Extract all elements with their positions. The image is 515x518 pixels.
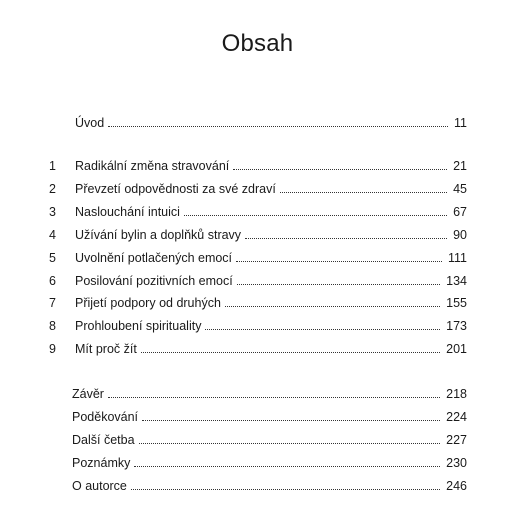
chapter-number: 6 [49, 274, 56, 288]
toc-entry-page: 155 [446, 296, 467, 310]
chapter-number: 9 [49, 342, 56, 356]
toc-entry-back-2 [72, 407, 467, 425]
dot-leader [142, 419, 440, 421]
toc-entry-back-4 [72, 453, 467, 471]
toc-entry-chapter-8 [49, 316, 467, 334]
page-title: Obsah [221, 30, 294, 57]
chapter-number: 1 [49, 159, 56, 173]
dot-leader [134, 465, 440, 467]
toc-entry-intro [75, 113, 467, 131]
toc-entry-label: Závěr [72, 387, 104, 401]
dot-leader [245, 237, 447, 239]
toc-entry-page: 111 [447, 251, 467, 265]
toc-entry-page: 246 [446, 479, 467, 493]
chapter-number: 3 [49, 205, 56, 219]
toc-entry-page: 67 [453, 205, 467, 219]
dot-leader [131, 488, 440, 490]
dot-leader [236, 260, 442, 262]
dot-leader [280, 191, 447, 193]
chapter-number: 5 [49, 251, 56, 265]
toc-entry-back-5 [72, 476, 467, 494]
chapter-number: 7 [49, 296, 56, 310]
dot-leader [108, 125, 448, 127]
toc-entry-label: Mít proč žít [75, 342, 137, 356]
chapter-number: 4 [49, 228, 56, 242]
toc-entry-chapter-1 [49, 156, 467, 174]
toc-entry-label: Další četba [72, 433, 135, 447]
chapter-number: 2 [49, 182, 56, 196]
toc-entry-chapter-4 [49, 225, 467, 243]
toc-entry-label: Prohloubení spirituality [75, 319, 202, 333]
toc-entry-page: 227 [446, 433, 467, 447]
dot-leader [141, 351, 440, 353]
toc-entry-label: Přijetí podpory od druhých [75, 296, 221, 310]
toc-entry-back-3 [72, 430, 467, 448]
toc-entry-label: Radikální změna stravování [75, 159, 230, 173]
toc-entry-chapter-6 [49, 271, 467, 289]
dot-leader [205, 328, 440, 330]
chapter-number: 8 [49, 319, 56, 333]
toc-entry-page: 134 [446, 274, 467, 288]
toc-entry-chapter-9 [49, 339, 467, 357]
toc-entry-label: Poděkování [72, 410, 139, 424]
toc-entry-page: 201 [446, 342, 467, 356]
toc-entry-page: 173 [446, 319, 467, 333]
toc-entry-page: 230 [446, 456, 467, 470]
toc-entry-page: 218 [446, 387, 467, 401]
dot-leader [237, 283, 440, 285]
toc-entry-chapter-2 [49, 179, 467, 197]
toc-entry-label: Poznámky [72, 456, 131, 470]
toc-entry-label: Posilování pozitivních emocí [75, 274, 233, 288]
toc-entry-page: 224 [446, 410, 467, 424]
toc-entry-page: 45 [453, 182, 467, 196]
toc-entry-label: O autorce [72, 479, 127, 493]
toc-entry-page: 21 [453, 159, 467, 173]
toc-entry-label: Úvod [75, 116, 105, 130]
toc-entry-back-1 [72, 384, 467, 402]
dot-leader [108, 396, 440, 398]
dot-leader [184, 214, 447, 216]
toc-entry-chapter-7 [49, 293, 467, 311]
dot-leader [225, 305, 440, 307]
toc-entry-chapter-3 [49, 202, 467, 220]
toc-entry-page: 90 [453, 228, 467, 242]
toc-entry-label: Naslouchání intuici [75, 205, 180, 219]
toc-entry-label: Převzetí odpovědnosti za své zdraví [75, 182, 276, 196]
dot-leader [233, 168, 447, 170]
dot-leader [139, 442, 441, 444]
toc-entry-label: Uvolnění potlačených emocí [75, 251, 233, 265]
toc-entry-chapter-5 [49, 248, 467, 266]
toc-entry-label: Užívání bylin a doplňků stravy [75, 228, 242, 242]
toc-entry-page: 11 [454, 116, 467, 130]
